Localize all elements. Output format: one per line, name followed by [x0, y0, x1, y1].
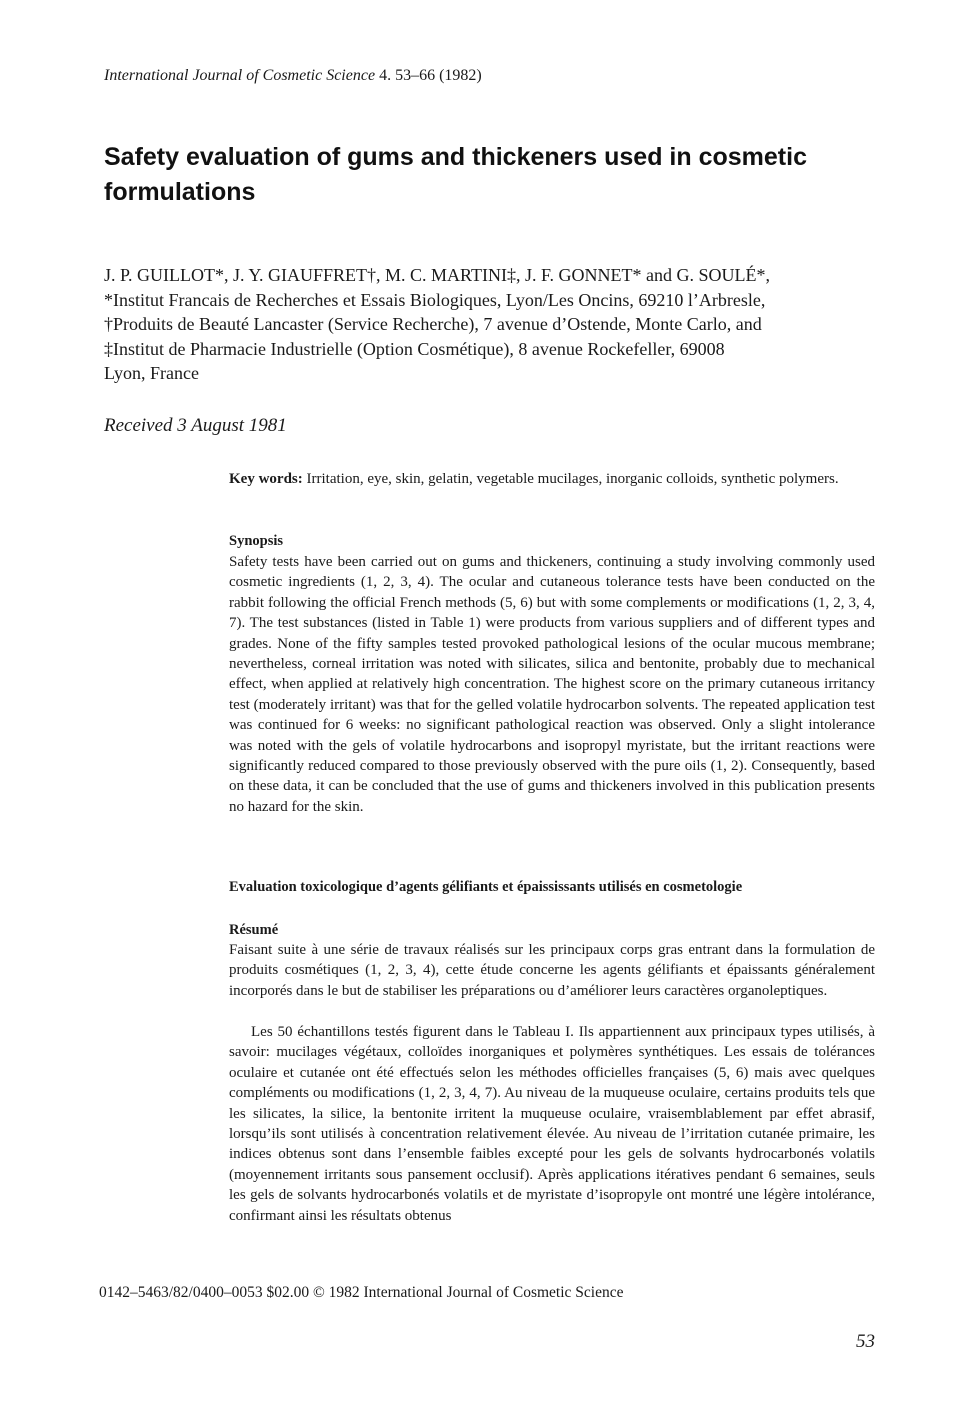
affiliation-3-city: Lyon, France — [104, 363, 199, 383]
journal-name: International Journal of Cosmetic Science — [104, 67, 376, 84]
author-names: J. P. GUILLOT*, J. Y. GIAUFFRET†, M. C. MARTINI‡, J. F. GONNET* and G. SOULÉ*, — [104, 265, 770, 285]
resume-paragraph-1: Faisant suite à une série de travaux réalisés sur les principaux corps gras entrant dans la formulation de produits cosmétiques (1, 2, 3, 4), cette étude concerne les agents gélifiants et épaissants généralement incorporés dans le but de stabiliser les préparations ou d’améliorer leurs caractères organoleptiques. — [229, 942, 875, 999]
resume-heading: Résumé — [229, 922, 279, 938]
resume-paragraph-2: Les 50 échantillons testés figurent dans le Tableau I. Ils appartiennent aux principaux types utilisés, à savoir: mucilages végétaux, colloïdes inorganiques et polymères synthétiques. Les essais de tolérances oculaire et cutanée ont été effectués selon les méthodes officielles françaises (5, 6) mais avec quelques compléments ou modifications (1, 2, 3, 4, 7). Au niveau de la muqueuse oculaire, certains produits tels que les silicates, la silice, la bentonite irritent la muqueuse oculaire, vraisemblablement par effet abrasif, lorsqu’ils sont utilisés à concentration relativement élevée. Au niveau de l’irritation cutanée primaire, les indices obtenus sont dans l’ensemble faibles excepté pour les gels de solvants hydrocarbonés volatils (moyennement irritants sous pansement occlusif). Après applications itératives pendant 6 semaines, seuls les gels de solvants hydrocarbonés volatils et de myristate d’isopropyle ont montré une légère intolérance, confirmant ainsi les résultats obtenus — [229, 1024, 875, 1224]
keywords-label: Key words: — [229, 471, 303, 487]
volume-pages-year: 4. 53–66 (1982) — [379, 67, 482, 84]
keywords-block — [229, 469, 875, 489]
journal-citation — [104, 66, 864, 86]
synopsis-heading: Synopsis — [229, 533, 284, 549]
received-date: Received 3 August 1981 — [104, 415, 287, 436]
synopsis-text: Safety tests have been carried out on gums and thickeners, continuing a study involving commonly used cosmetic ingredients (1, 2, 3, 4). The ocular and cutaneous tolerance tests have been conducted on the rabbit following the official French methods (5, 6) but with some complements or modifications (1, 2, 3, 4, 7). The test substances (listed in Table 1) were products from various suppliers and of different types and grades. None of the fifty samples tested provoked pathological lesions of the ocular mucous membrane; nevertheless, corneal irritation was noted with silicates, silica and bentonite, probably due to mechanical effect, when applied at relatively high concentration. The highest score on the primary cutaneous irritancy test (moderately irritant) was that for the gelled volatile hydrocarbon solvents. The repeated application test was continued for 6 weeks: no significant pathological reaction was observed. Only a slight intolerance was noted with the gels of volatile hydrocarbons and isopropyl myristate, but the irritant reactions were significantly reduced compared to those previously observed with the pure oils (1, 2). Consequently, based on these data, it can be concluded that the use of gums and thickeners involved in this publication presents no hazard for the skin. — [229, 554, 875, 815]
keywords-text: Irritation, eye, skin, gelatin, vegetable mucilages, inorganic colloids, synthetic polymers. — [306, 471, 839, 487]
affiliation-2: †Produits de Beauté Lancaster (Service Recherche), 7 avenue d’Ostende, Monte Carlo, and — [104, 314, 762, 334]
french-title: Evaluation toxicologique d’agents gélifiants et épaississants utilisés en cosmetologie — [229, 879, 743, 895]
authors-affiliations — [104, 263, 874, 386]
article-title: Safety evaluation of gums and thickeners used in cosmetic formulations — [104, 143, 807, 206]
affiliation-3: ‡Institut de Pharmacie Industrielle (Option Cosmétique), 8 avenue Rockefeller, 69008 — [104, 338, 725, 359]
copyright-line: 0142–5463/82/0400–0053 $02.00 © 1982 International Journal of Cosmetic Science — [99, 1284, 624, 1301]
affiliation-1: *Institut Francais de Recherches et Essais Biologiques, Lyon/Les Oncins, 69210 l’Arbresle, — [104, 289, 766, 310]
page-number: 53 — [856, 1331, 875, 1352]
